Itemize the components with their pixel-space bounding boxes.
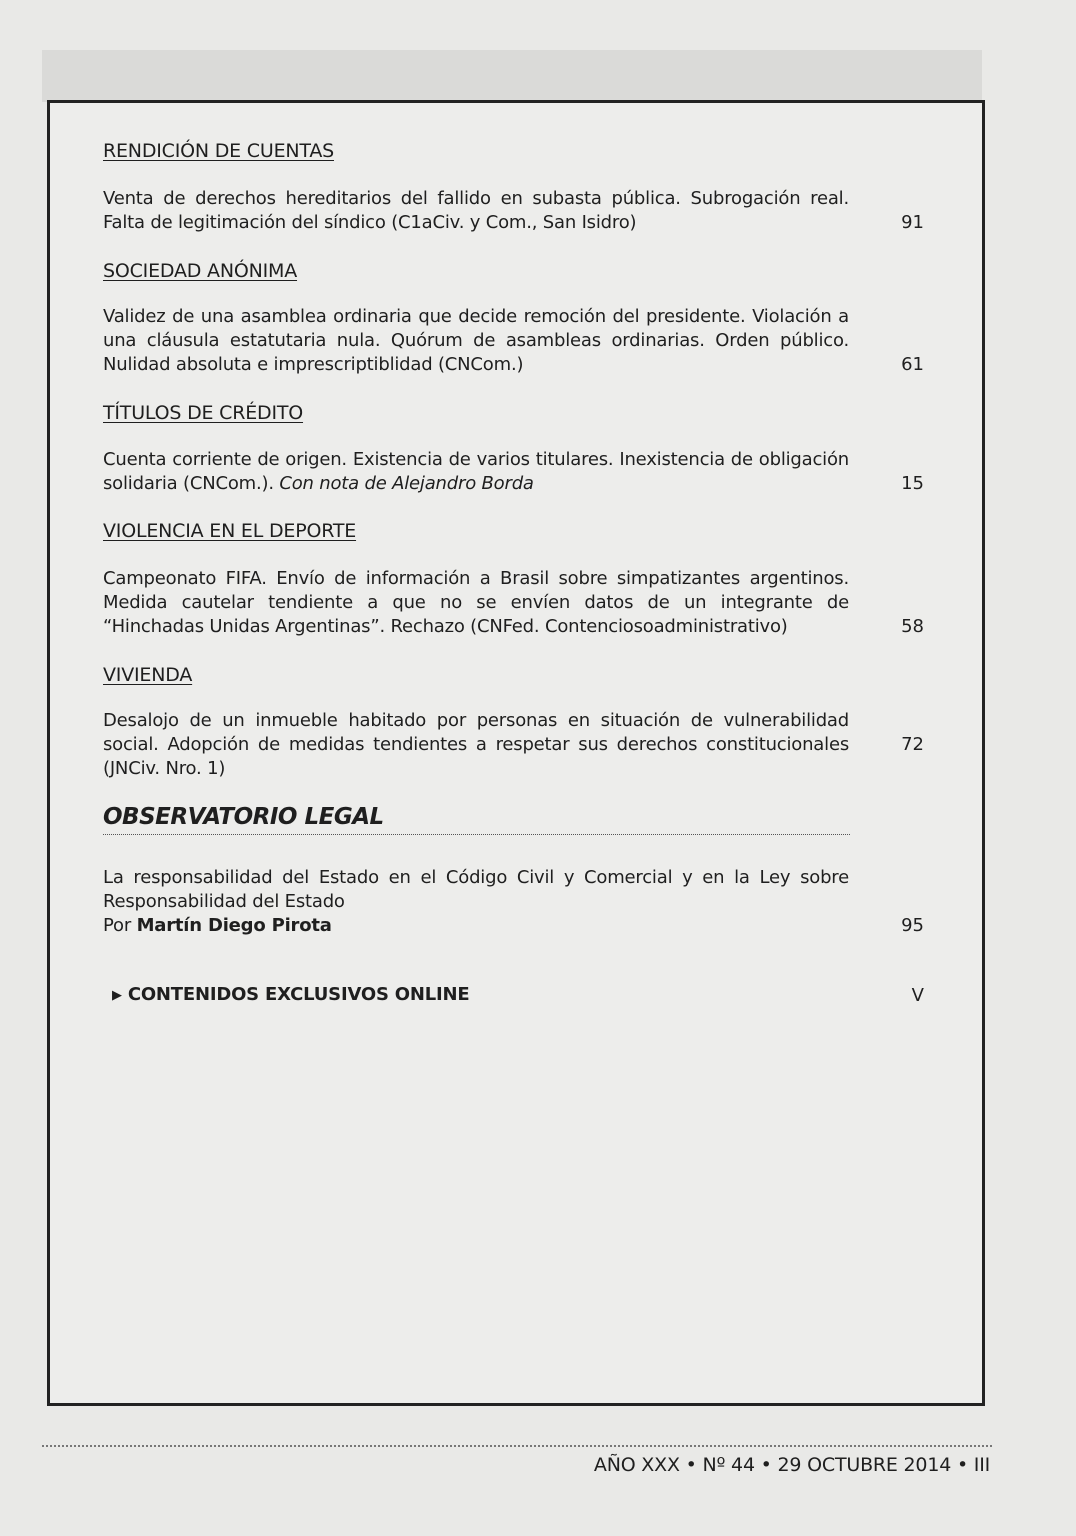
entry-titulos-note: Con nota de Alejandro Borda [279, 473, 534, 494]
page-number-observatorio: 95 [901, 915, 924, 936]
author-name: Martín Diego Pirota [136, 915, 332, 936]
online-contents-label: CONTENIDOS EXCLUSIVOS ONLINE [127, 984, 470, 1005]
observatorio-title: OBSERVATORIO LEGAL [103, 804, 384, 830]
author-line [103, 914, 332, 938]
section-heading-violencia: VIOLENCIA EN EL DEPORTE [103, 520, 357, 542]
online-contents-link[interactable] [112, 984, 470, 1005]
page-number-titulos: 15 [901, 473, 924, 494]
play-arrow-icon: ▶ [112, 988, 122, 1003]
entry-observatorio: La responsabilidad del Estado en el Código Civil y Comercial y en la Ley sobre Responsabilidad del Estado [103, 867, 849, 912]
page-number-online: V [911, 985, 924, 1006]
section-heading-rendicion: RENDICIÓN DE CUENTAS [103, 140, 334, 162]
issue-footer: AÑO XXX • Nº 44 • 29 OCTUBRE 2014 • III [593, 1454, 990, 1476]
observatorio-divider [103, 834, 850, 835]
page-number-vivienda: 72 [901, 734, 924, 755]
entry-titulos-text: Cuenta corriente de origen. Existencia de varios titulares. Inexistencia de obligación solidaria (CNCom.). [103, 449, 849, 494]
section-heading-vivienda: VIVIENDA [103, 664, 193, 686]
page-number-rendicion: 91 [901, 212, 924, 233]
page-number-violencia: 58 [901, 616, 924, 637]
page-number-sociedad: 61 [901, 354, 924, 375]
faded-bleed-through-header [42, 50, 982, 102]
section-heading-titulos: TÍTULOS DE CRÉDITO [103, 402, 304, 424]
entry-titulos [103, 448, 849, 496]
footer-divider [42, 1445, 992, 1447]
section-heading-sociedad: SOCIEDAD ANÓNIMA [103, 260, 298, 282]
entry-vivienda: Desalojo de un inmueble habitado por personas en situación de vulnerabilidad social. Adopción de medidas tendientes a respetar sus derechos constitucionales (JNCiv. Nro. 1) [103, 710, 849, 779]
author-prefix: Por [103, 915, 132, 936]
entry-sociedad: Validez de una asamblea ordinaria que decide remoción del presidente. Violación a una cláusula estatutaria nula. Quórum de asambleas ordinarias. Orden público. Nulidad absoluta e imprescriptiblidad (CNCom.) [103, 306, 849, 375]
entry-rendicion: Venta de derechos hereditarios del fallido en subasta pública. Subrogación real. Falta de legitimación del síndico (C1aCiv. y Com., San Isidro) [103, 188, 849, 233]
entry-violencia: Campeonato FIFA. Envío de información a Brasil sobre simpatizantes argentinos. Medida cautelar tendiente a que no se envíen datos de un integrante de “Hinchadas Unidas Argentinas”. Rechazo (CNFed. Contenciosoadministrativo) [103, 568, 849, 637]
